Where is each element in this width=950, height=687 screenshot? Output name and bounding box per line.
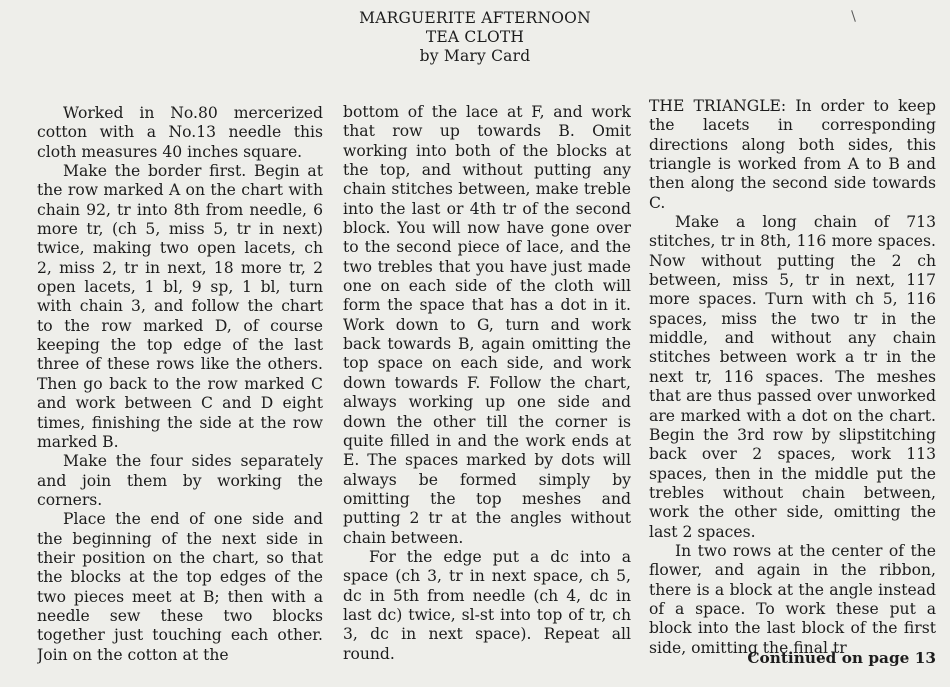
article-title-line-2: TEA CLOTH bbox=[425, 28, 525, 46]
paragraph: Worked in No.80 mercerized cotton with a No.13 needle this cloth measures 40 inches square. bbox=[37, 104, 323, 161]
paragraph: bottom of the lace at F, and work that row up towards B. Omit working into both of the blocks at the top, and without putting any chain stitches between, make treble into the last or 4th tr of the second block. You will now have gone over to the second piece of lace, and the two trebles that you have just made one on each side of the cloth will form the space that has a dot in it. Work down to G, turn and work back towards B, again omitting the top space on each side, and work down towards F. Follow the chart, always working up one side and down the other till the corner is quite filled in and the work ends at E. The spaces marked by dots will always be formed simply by omitting the top meshes and putting 2 tr at the angles without chain between. bbox=[343, 103, 631, 547]
paragraph: In two rows at the center of the flower, and again in the ribbon, there is a block at the angle instead of a space. To work these put a block into the last block of the first side, omitting the final tr bbox=[649, 541, 936, 657]
article-title-line-1: MARGUERITE AFTERNOON bbox=[359, 9, 591, 27]
article-byline: by Mary Card bbox=[419, 47, 531, 65]
paragraph: Place the end of one side and the beginning of the next side in their position on the chart, so that the blocks at the top edges of the two pieces meet at B; then with a needle sew these two blocks together just touching each other. Join on the cotton at the bbox=[37, 510, 323, 664]
text-column-3 bbox=[649, 97, 936, 680]
text-column-1 bbox=[37, 104, 323, 687]
paragraph: Make the border first. Begin at the row marked A on the chart with chain 92, tr into 8th from needle, 6 more tr, (ch 5, miss 5, tr in next) twice, making two open lacets, ch 2, miss 2, tr in next, 18 more tr, 2 open lacets, 1 bl, 9 sp, 1 bl, turn with chain 3, and follow the chart to the row marked D, of course keeping the top edge of the last three of these rows like the others. Then go back to the row marked C and work between C and D eight times, finishing the side at the row marked B. bbox=[37, 162, 323, 451]
paragraph: Make the four sides separately and join them by working the corners. bbox=[37, 452, 323, 509]
paragraph: Make a long chain of 713 stitches, tr in 8th, 116 more spaces. Now without putting the 2 ch between, miss 5, tr in next, 117 more spaces. Turn with ch 5, 116 spaces, miss the two tr in the middle, and without any chain stitches between work a tr in the next tr, 116 spaces. The meshes that are thus passed over unworked are marked with a dot on the chart. Begin the 3rd row by slipstitching back over 2 spaces, work 113 spaces, then in the middle put the trebles without chain between, work the other side, omitting the last 2 spaces. bbox=[649, 213, 936, 541]
paragraph: For the edge put a dc into a space (ch 3, tr in next space, ch 5, dc in 5th from needle (ch 4, dc in last dc) twice, sl-st into top of tr, ch 3, dc in next space). Repeat all round. bbox=[343, 547, 631, 663]
paragraph: THE TRIANGLE: In order to keep the lacets in corresponding directions along both sides, this triangle is worked from A to B and then along the second side towards C. bbox=[649, 97, 936, 212]
article-header bbox=[0, 9, 950, 66]
text-column-2 bbox=[343, 103, 631, 686]
continued-note: Continued on page 13 bbox=[747, 649, 936, 667]
